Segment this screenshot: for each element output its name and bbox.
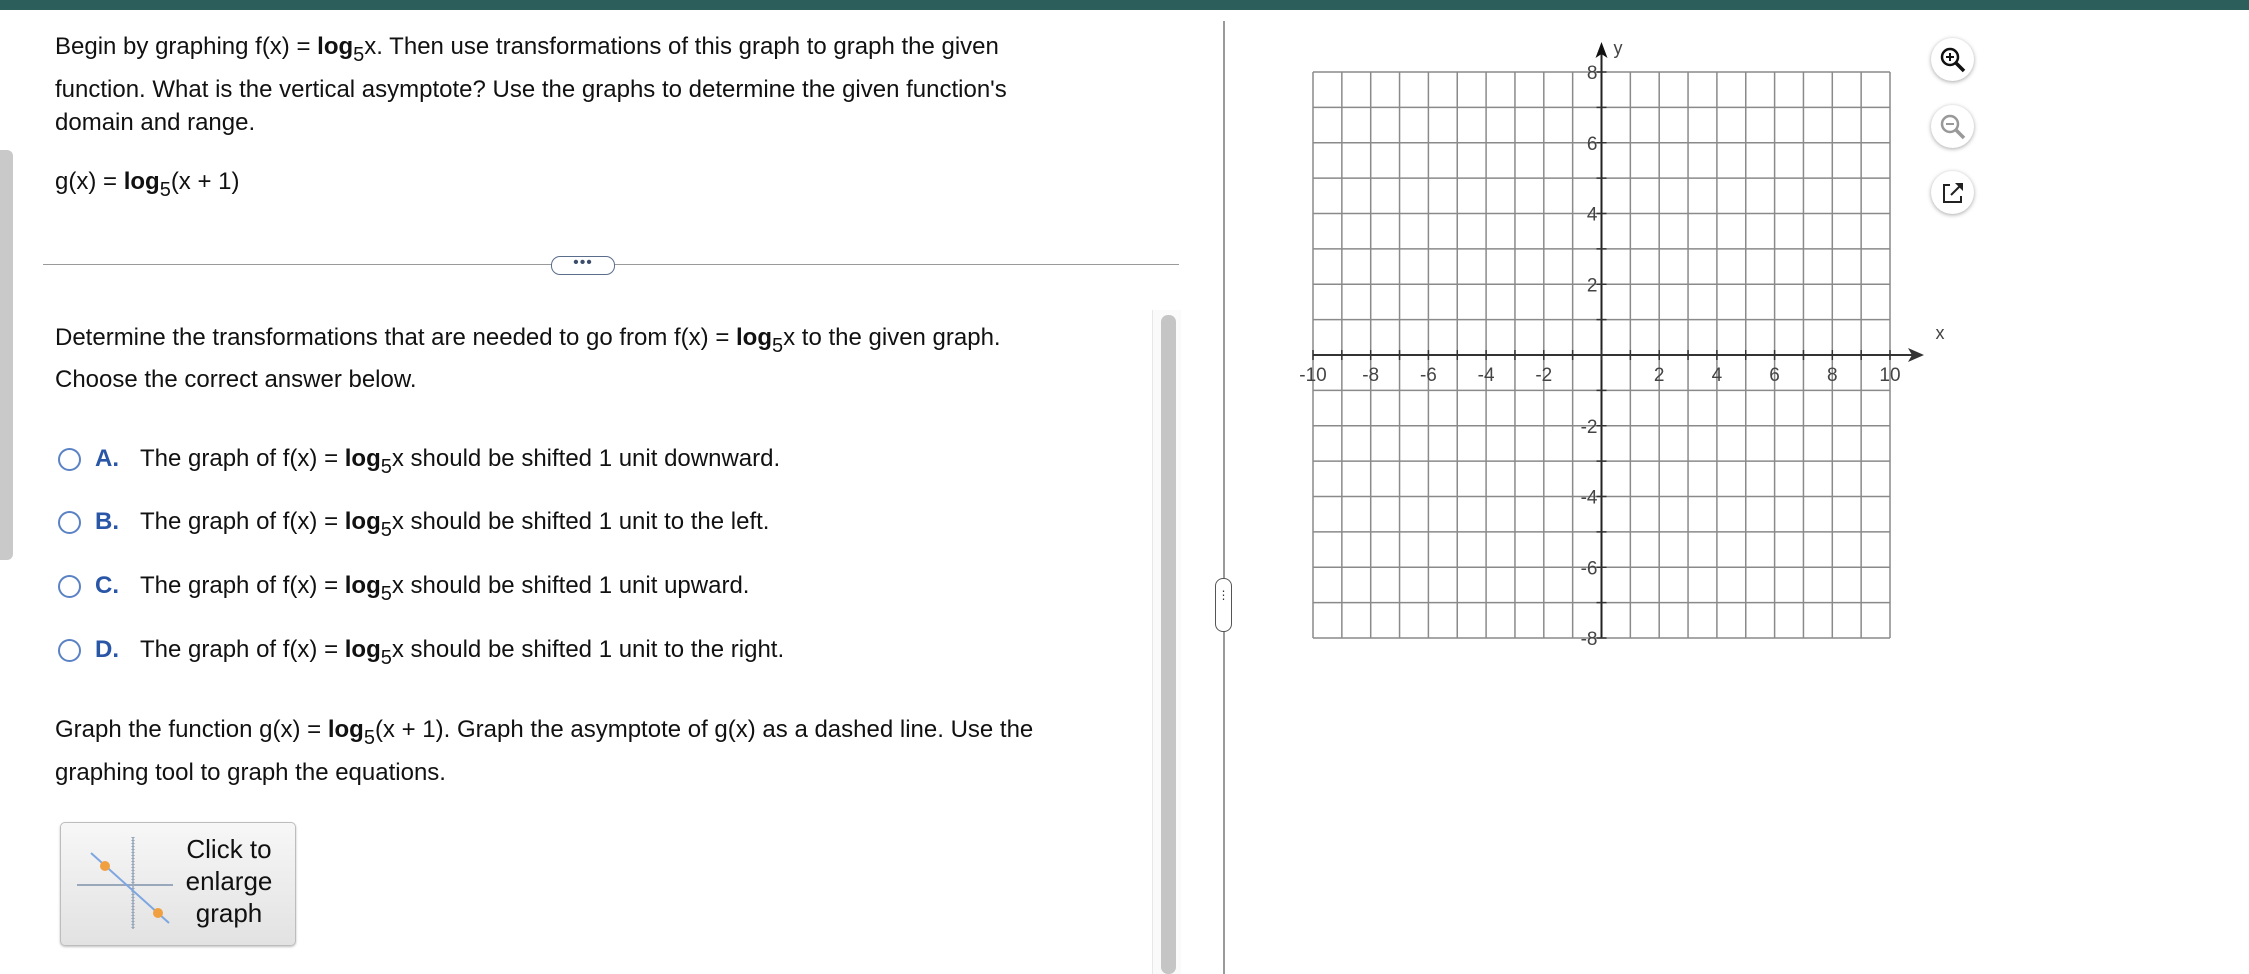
option-text: The graph of $f(x) = \log_5x$ should be shifted 1 unit downward.: [140, 445, 781, 478]
x-tick-label: 2: [1653, 365, 1665, 386]
zoom-out-icon: [1938, 112, 1968, 142]
option-text: The graph of $f(x) = \log_5x$ should be shifted 1 unit upward.: [140, 572, 750, 605]
intro-line-1: Begin by graphing $f(x) = \log_5x$. Then use transformations of this graph to graph the given: [55, 33, 999, 66]
option-letter: C.: [95, 572, 119, 599]
y-tick-label: -6: [1580, 558, 1598, 580]
option-letter: A.: [95, 445, 119, 472]
x-tick-label: 4: [1711, 365, 1723, 386]
option-letter: B.: [95, 508, 119, 535]
intro-line-3: domain and range.: [55, 109, 256, 136]
intro-line-2: function. What is the vertical asymptote? Use the graphs to determine the given function's: [55, 76, 1007, 103]
y-tick-label: 4: [1586, 204, 1598, 226]
option-text: The graph of $f(x) = \log_5x$ should be shifted 1 unit to the left.: [140, 508, 770, 541]
expand-button[interactable]: •••: [551, 256, 615, 275]
question-text: Determine the transformations that are needed to go from $f(x) = \log_5x$ to the given graph.: [55, 324, 1001, 357]
question-instruction: Choose the correct answer below.: [55, 366, 417, 393]
y-axis-label: y: [1613, 38, 1623, 58]
y-tick-label: 2: [1586, 275, 1598, 297]
x-tick-label: -6: [1419, 365, 1437, 386]
given-function: $g(x) = \log_5(x + 1)$: [55, 168, 240, 201]
x-tick-label: -4: [1477, 365, 1495, 386]
option-letter: D.: [95, 636, 119, 663]
y-tick-label: -4: [1580, 487, 1598, 509]
y-tick-label: -8: [1580, 629, 1598, 650]
y-tick-label: -2: [1580, 416, 1598, 438]
zoom-in-icon: [1938, 45, 1968, 75]
x-tick-label: 10: [1879, 365, 1901, 386]
zoom-out-button[interactable]: [1931, 105, 1974, 148]
x-tick-label: 6: [1769, 365, 1780, 386]
x-tick-label: 8: [1827, 365, 1838, 386]
y-tick-label: 8: [1586, 63, 1598, 84]
enlarge-label: Click to enlarge graph: [185, 834, 273, 928]
zoom-in-button[interactable]: [1931, 38, 1974, 81]
option-text: The graph of $f(x) = \log_5x$ should be shifted 1 unit to the right.: [140, 636, 785, 669]
graph-instruction-2: graphing tool to graph the equations.: [55, 759, 446, 786]
external-link-icon: [1938, 178, 1968, 208]
x-tick-label: -2: [1535, 365, 1553, 386]
open-new-window-button[interactable]: [1931, 171, 1974, 214]
y-tick-label: 6: [1586, 133, 1598, 155]
graph-instruction: Graph the function $g(x) = \log_5(x + 1)$. Graph the asymptote of g(x) as a dashed line. Use the: [55, 716, 1034, 749]
x-tick-label: -10: [1299, 365, 1327, 386]
pane-resize-handle[interactable]: ⋮: [1215, 578, 1232, 632]
x-tick-label: -8: [1362, 365, 1380, 386]
x-axis-label: x: [1935, 323, 1945, 343]
